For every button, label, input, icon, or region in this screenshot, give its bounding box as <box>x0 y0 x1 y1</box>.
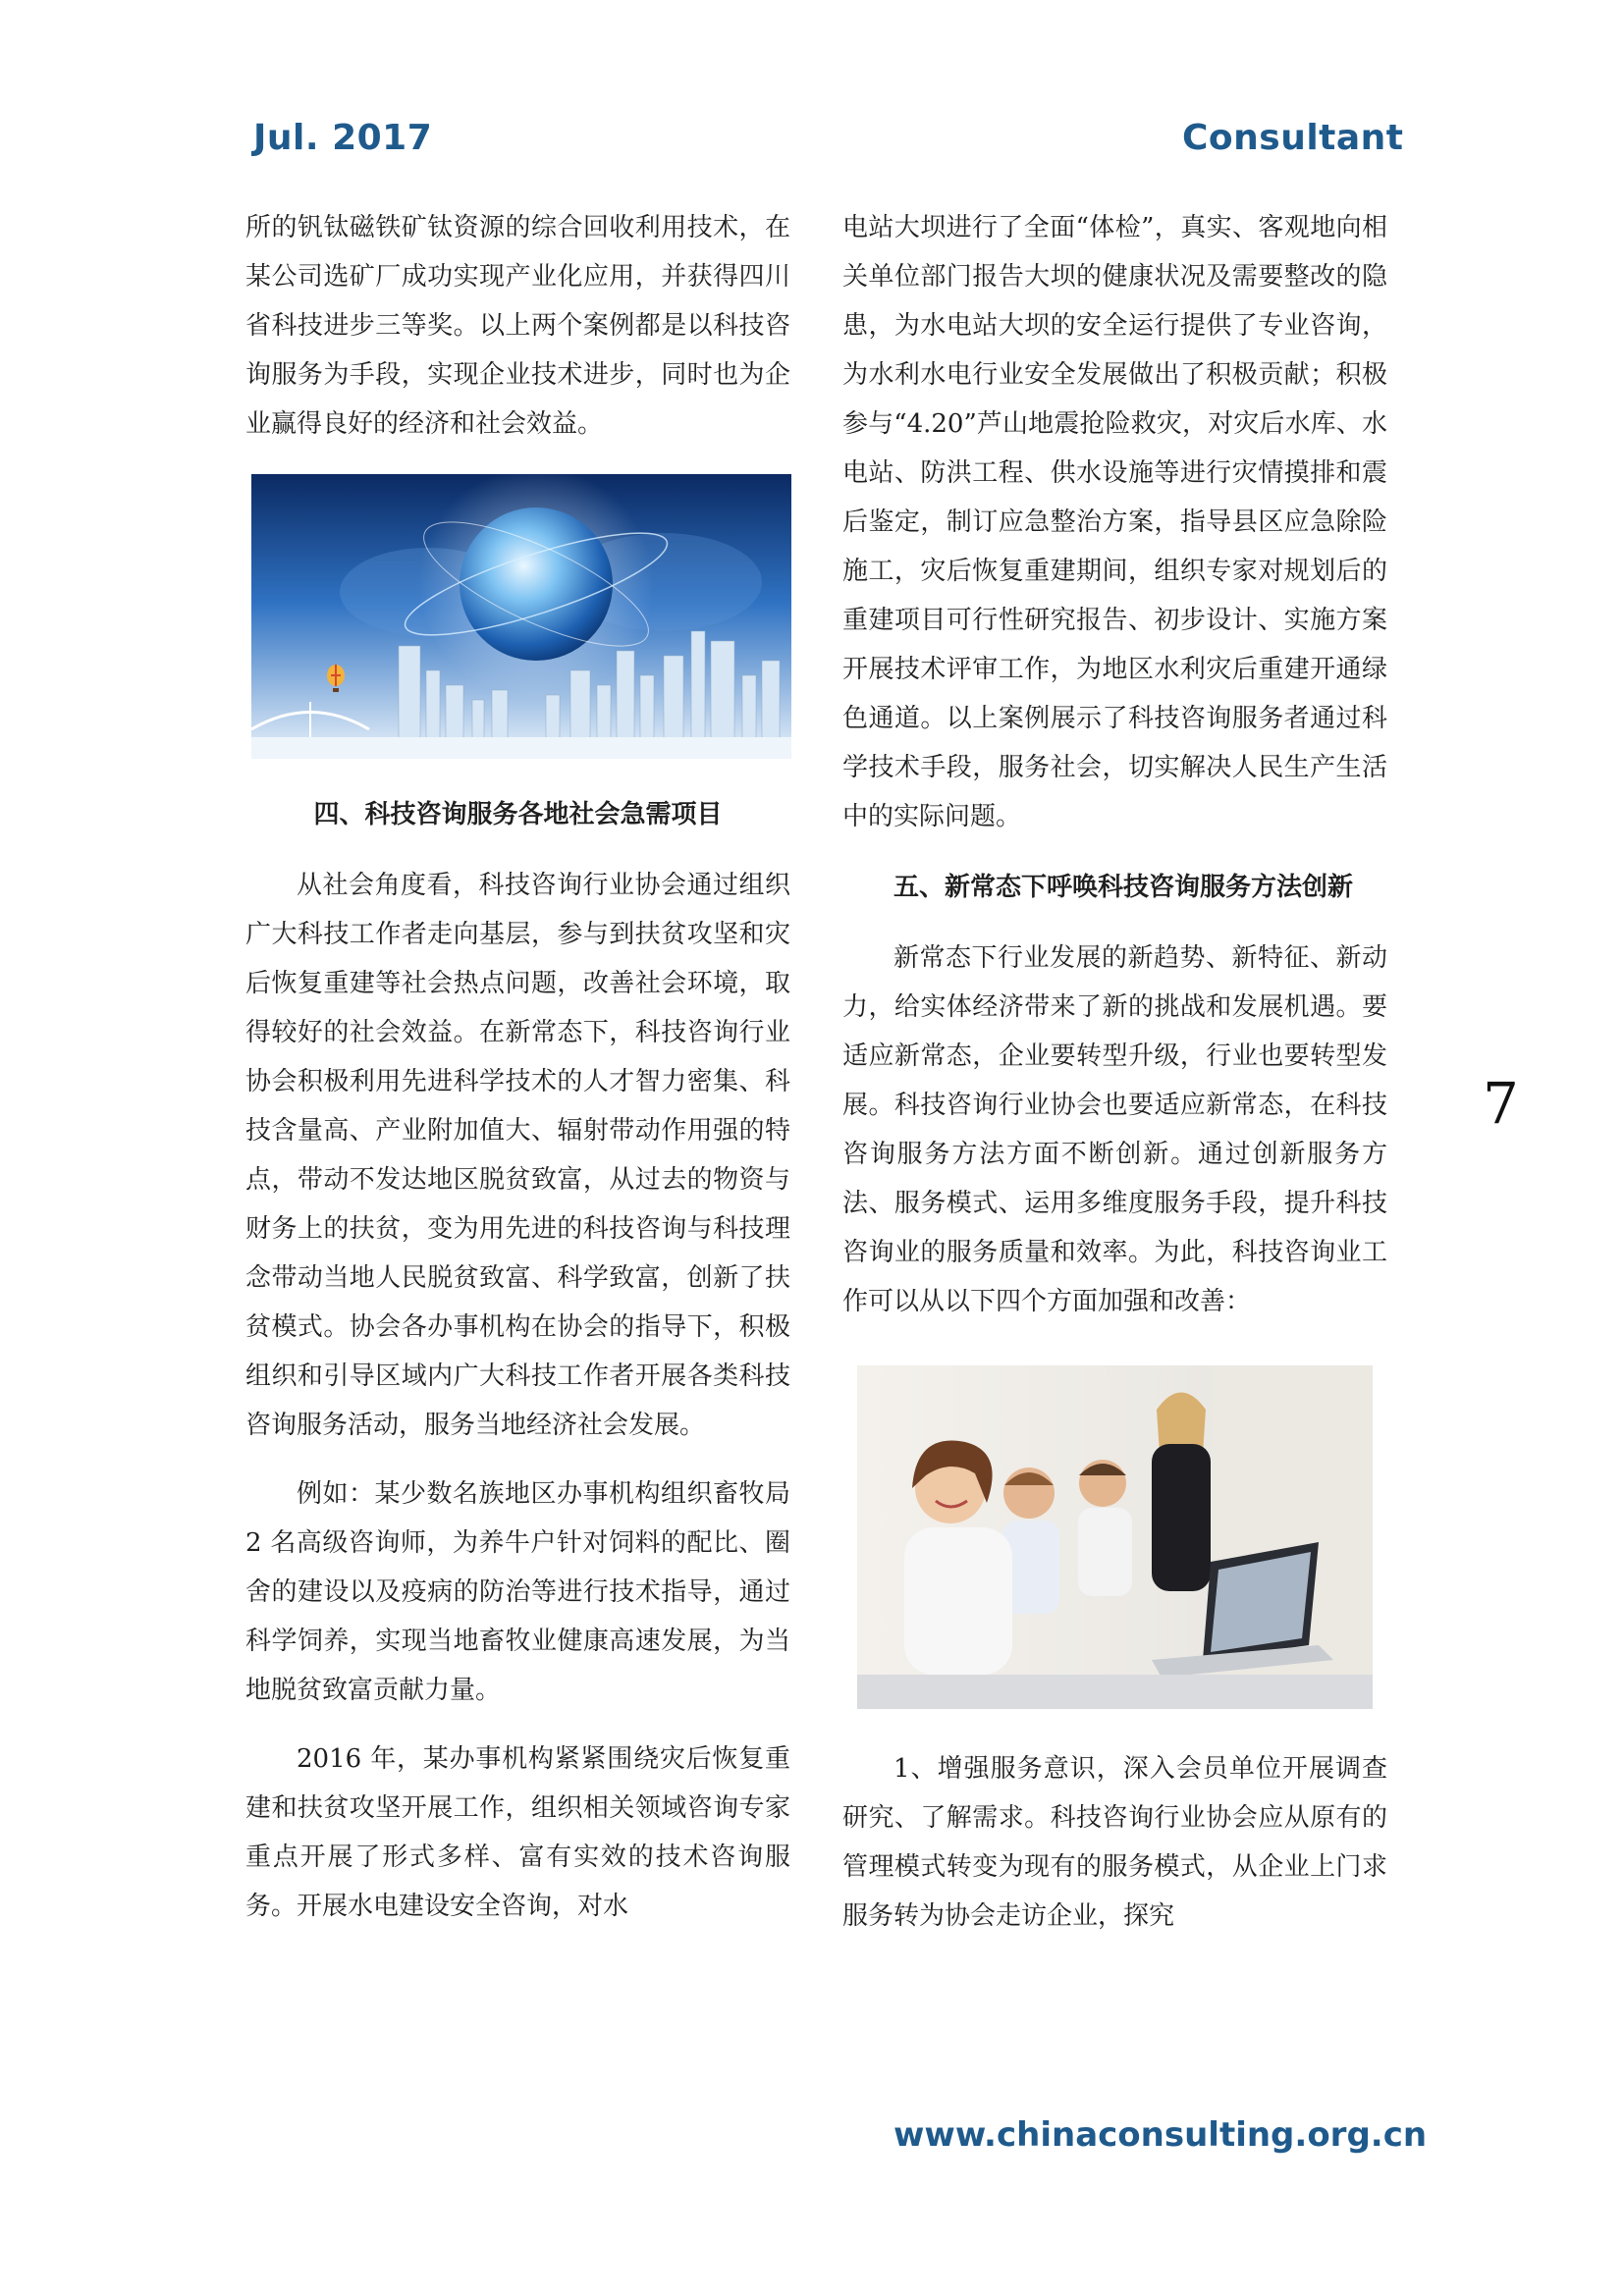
globe-city-image <box>251 474 791 759</box>
header-date: Jul. 2017 <box>253 118 433 158</box>
left-paragraph-2: 从社会角度看，科技咨询行业协会通过组织广大科技工作者走向基层，参与到扶贫攻坚和灾后恢复重建等社会热点问题，改善社会环境，取得较好的社会效益。在新常态下，科技咨询行业协会积极利用先进科学技术的人才智力密集、科技含量高、产业附加值大、辐射带动作用强的特点，带动不发达地区脱贫致富，从过去的物资与财务上的扶贫，变为用先进的科技咨询与科技理念带动当地人民脱贫致富、科学致富，创新了扶贫模式。协会各办事机构在协会的指导下，积极组织和引导区域内广大科技工作者开展各类科技咨询服务活动，服务当地经济社会发展。 <box>245 871 790 1440</box>
left-paragraph-4: 2016 年，某办事机构紧紧围绕灾后恢复重建和扶贫攻坚开展工作，组织相关领域咨询专家重点开展了形式多样、富有实效的技术咨询服务。开展水电建设安全咨询，对水 <box>245 1744 790 1921</box>
footer-website-link[interactable]: www.chinaconsulting.org.cn <box>893 2115 1428 2155</box>
right-paragraph-2: 新常态下行业发展的新趋势、新特征、新动力，给实体经济带来了新的挑战和发展机遇。要适应新常态，企业要转型升级，行业也要转型发展。科技咨询行业协会也要适应新常态，在科技咨询服务方法方面不断创新。通过创新服务方法、服务模式、运用多维度服务手段，提升科技咨询业的服务质量和效率。为此，科技咨询业工作可以从以下四个方面加强和改善： <box>842 943 1387 1316</box>
page-number: 7 <box>1483 1070 1519 1137</box>
right-column <box>842 203 1387 1941</box>
team-photo-image <box>857 1365 1373 1709</box>
right-paragraph-3: 1、增强服务意识，深入会员单位开展调查研究、了解需求。科技咨询行业协会应从原有的管理模式转变为现有的服务模式，从企业上门求服务转为协会走访企业，探究 <box>842 1754 1387 1931</box>
left-paragraph-1: 所的钒钛磁铁矿钛资源的综合回收利用技术，在某公司选矿厂成功实现产业化应用，并获得四川省科技进步三等奖。以上两个案例都是以科技咨询服务为手段，实现企业技术进步，同时也为企业赢得良好的经济和社会效益。 <box>245 213 790 439</box>
left-paragraph-3: 例如：某少数名族地区办事机构组织畜牧局 2 名高级咨询师，为养牛户针对饲料的配比、圈舍的建设以及疫病的防治等进行技术指导，通过科学饲养，实现当地畜牧业健康高速发展，为当地脱贫致富贡献力量。 <box>245 1479 790 1705</box>
right-paragraph-1: 电站大坝进行了全面“体检”，真实、客观地向相关单位部门报告大坝的健康状况及需要整改的隐患，为水电站大坝的安全运行提供了专业咨询，为水利水电行业安全发展做出了积极贡献；积极参与“4.20”芦山地震抢险救灾，对灾后水库、水电站、防洪工程、供水设施等进行灾情摸排和震后鉴定，制订应急整治方案，指导县区应急除险施工，灾后恢复重建期间，组织专家对规划后的重建项目可行性研究报告、初步设计、实施方案开展技术评审工作，为地区水利灾后重建开通绿色通道。以上案例展示了科技咨询服务者通过科学技术手段，服务社会，切实解决人民生产生活中的实际问题。 <box>842 213 1387 831</box>
section-4-heading: 四、科技咨询服务各地社会急需项目 <box>313 800 723 829</box>
header-title: Consultant <box>1182 118 1404 158</box>
left-column <box>245 203 790 1931</box>
section-5-heading: 五、新常态下呼唤科技咨询服务方法创新 <box>893 873 1354 902</box>
